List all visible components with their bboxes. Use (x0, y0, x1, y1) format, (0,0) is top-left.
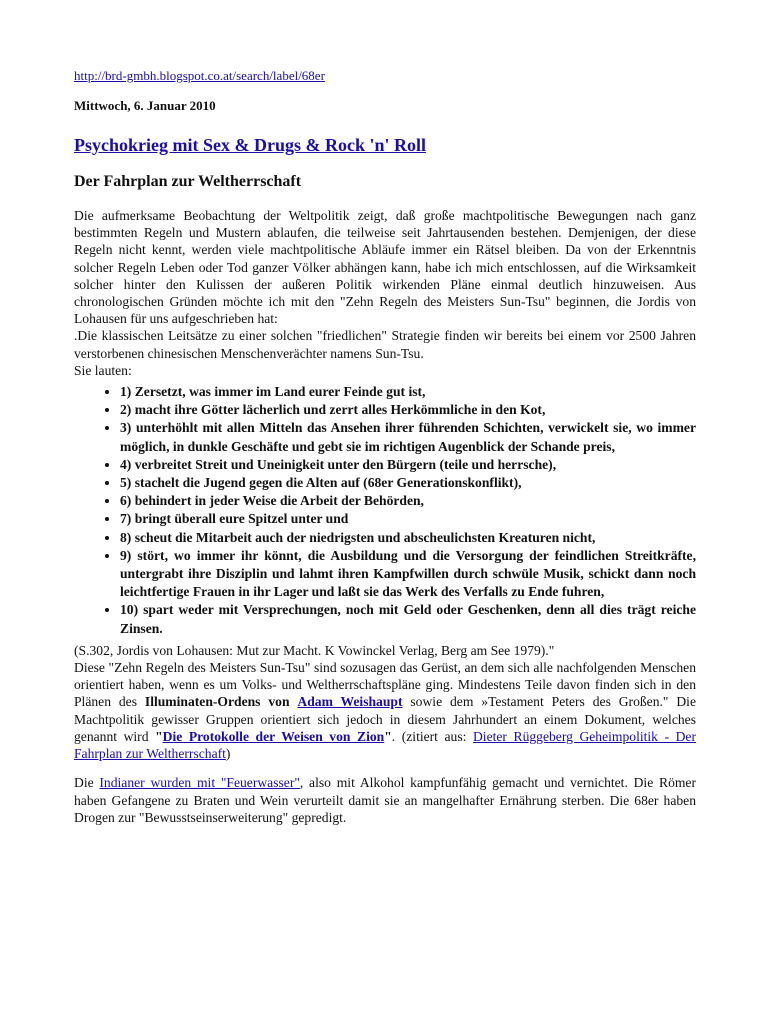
closing-text-pre: Die (74, 775, 94, 791)
discussion-text-1: Diese "Zehn Regeln des Meisters Sun-Tsu" sind sozusagen das Gerüst, an dem sich alle nachfolgenden Menschen orientiert haben, wenn es um Volks- und Weltherrschaftspläne ging. Mindestens Teile davon finden sich in den Plänen des (74, 660, 696, 710)
document-page (74, 66, 696, 826)
discussion-paragraph (74, 659, 696, 762)
intro-paragraph: Die aufmerksame Beobachtung der Weltpolitik zeigt, daß große machtpolitische Bewegungen nach ganz bestimmten Regeln und Mustern ablaufen, die teilweise seit Jahrtausenden bestehen. Demjenigen, der diese Regeln nicht kennt, werden viele machtpolitische Abläufe immer ein Rätsel bleiben. Da von der Erkenntnis solcher Regeln Leben oder Tod ganzer Völker abhängen kann, habe ich mich entschlossen, auf die Wirksamkeit solcher hinter den Kulissen der außeren Politik wirkenden Pläne einmal deutlich hinzuweisen. Aus chronologischen Gründen möchte ich mit den "Zehn Regeln des Meisters Sun-Tsu" beginnen, die Jordis von Lohausen für uns aufgeschrieben hat: (74, 208, 696, 327)
discussion-section (74, 642, 696, 826)
quote-open: " (155, 728, 163, 744)
indianer-link[interactable]: Indianer wurden mit "Feuerwasser" (99, 775, 300, 791)
discussion-text-2: sowie dem »Testament Peters des Großen." Die Machtpolitik gewisser Gruppen orientiert sich jedoch in diesem Jahrhundert an einem Dokument, welches genannt wird (74, 694, 696, 744)
rules-lead: Sie lauten: (74, 362, 132, 378)
post-date: Mittwoch, 6. Januar 2010 (74, 98, 216, 113)
source-url-link[interactable]: http://brd-gmbh.blogspot.co.at/search/label/68er (74, 68, 325, 83)
rules-list (74, 383, 696, 638)
list-item: • 2) macht ihre Götter lächerlich und zerrt alles Herkömmliche in den Kot, (120, 401, 696, 419)
intro-section (74, 207, 696, 379)
weishaupt-link-text: Adam Weishaupt (297, 694, 403, 710)
list-item: • 10) spart weder mit Versprechungen, noch mit Geld oder Geschenken, denn all dies trägt reiche Zinsen. (120, 601, 696, 637)
closing-text-post: , also mit Alkohol kampfunfähig gemacht und vernichtet. Die Römer haben Gefangene zu Braten und Wein verurteilt damit sie an mangelhafter Ernährung sterben. Die 68er haben Drogen zur "Bewusstseinserweiterung" gepredigt. (74, 775, 696, 825)
protokolle-link-text: Die Protokolle der Weisen von Zion (162, 728, 385, 744)
list-item: • 9) stört, wo immer ihr könnt, die Ausbildung und die Versorgung der feindlichen Streitkräfte, untergrabt ihre Disziplin und lahmt ihren Kampfwillen durch schwüle Musik, schickt dann noch leichtfertige Frauen in ihr Lager und laßt sie das Werk des Verfalls zu Ende fuhren, (120, 547, 696, 602)
post-title-link[interactable]: Psychokrieg mit Sex & Drugs & Rock 'n' Roll (74, 135, 426, 155)
list-item: • 3) unterhöhlt mit allen Mitteln das Ansehen ihrer führenden Schichten, verwickelt sie, wo immer möglich, in dunkle Geschäfte und gebt sie im richtigen Augenblick der Schande preis, (120, 419, 696, 455)
paragraph-gap (74, 762, 696, 774)
citation: (S.302, Jordis von Lohausen: Mut zur Macht. K Vowinckel Verlag, Berg am See 1979)." (74, 642, 555, 658)
discussion-text-4: ) (225, 746, 231, 762)
quote-close: " (384, 728, 392, 744)
discussion-text-3: . (zitiert aus: (391, 728, 467, 744)
list-item: • 8) scheut die Mitarbeit auch der niedrigsten und abscheulichsten Kreaturen nicht, (120, 529, 696, 547)
weishaupt-link[interactable] (297, 694, 402, 709)
list-item: • 1) Zersetzt, was immer im Land eurer Feinde gut ist, (120, 383, 696, 401)
classic-paragraph: .Die klassischen Leitsätze zu einer solchen "friedlichen" Strategie finden wir bereits bei einem vor 2500 Jahren verstorbenen chinesischen Menschenverächter namens Sun-Tsu. (74, 328, 696, 361)
ruggeberg-link[interactable]: Dieter Rüggeberg Geheimpolitik - Der Fahrplan zur Weltherrschaft (74, 728, 696, 762)
protokolle-link[interactable] (163, 729, 385, 744)
list-item: • 4) verbreitet Streit und Uneinigkeit unter den Bürgern (teile und herrsche), (120, 456, 696, 474)
list-item: • 5) stachelt die Jugend gegen die Alten auf (68er Generationskonflikt), (120, 474, 696, 492)
list-item: • 6) behindert in jeder Weise die Arbeit der Behörden, (120, 492, 696, 510)
illuminati-label: Illuminaten-Ordens von (144, 694, 290, 710)
list-item: • 7) bringt überall eure Spitzel unter und (120, 510, 696, 528)
post-subtitle: Der Fahrplan zur Weltherrschaft (74, 173, 302, 190)
closing-paragraph (74, 774, 696, 826)
